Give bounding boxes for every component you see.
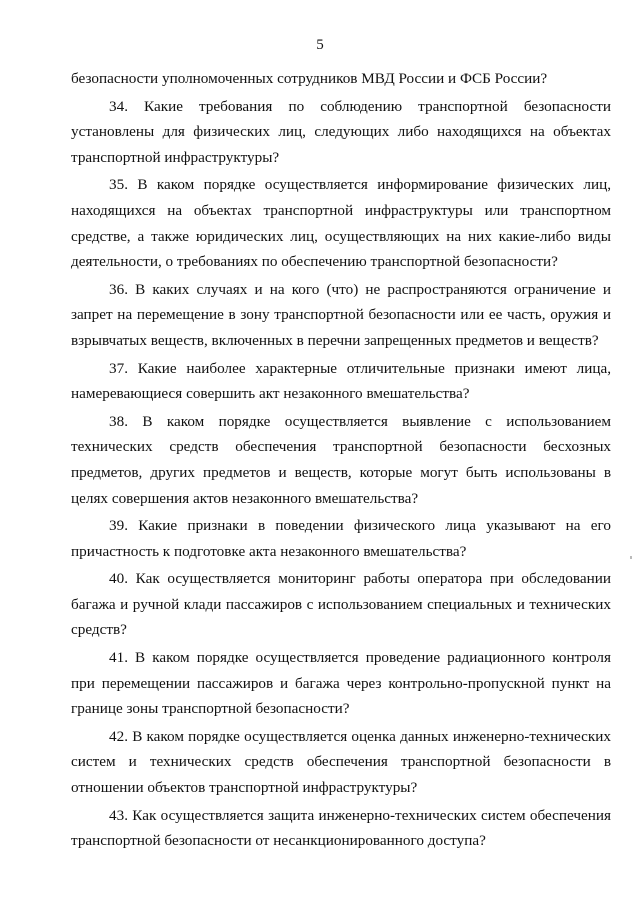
- question-35: 35. В каком порядке осуществляется информирование физических лиц, находящихся на объектах транспортной инфраструктуры или транспортном средстве, а также юридических лиц, осуществляющих на них какие-либо виды деятельности, о требованиях по обеспечению транспортной безопасности?: [71, 176, 611, 271]
- question-43: 43. Как осуществляется защита инженерно-технических систем обеспечения транспортной безопасности от несанкционированного доступа?: [71, 806, 611, 850]
- question-42: 42. В каком порядке осуществляется оценка данных инженерно-технических систем и технических средств обеспечения транспортной безопасности в отношении объектов транспортной инфраструктуры?: [71, 727, 611, 797]
- paragraph-continuation: безопасности уполномоченных сотрудников МВД России и ФСБ России?: [71, 70, 548, 87]
- question-39: 39. Какие признаки в поведении физического лица указывают на его причастность к подготовке акта незаконного вмешательства?: [71, 517, 611, 560]
- scan-speck: [630, 556, 632, 559]
- question-37: 37. Какие наиболее характерные отличительные признаки имеют лица, намеревающиеся совершить акт незаконного вмешательства?: [71, 359, 611, 403]
- page-number: 5: [316, 37, 324, 53]
- question-40: 40. Как осуществляется мониторинг работы оператора при обследовании багажа и ручной клади пассажиров с использованием специальных и технических средств?: [71, 570, 611, 639]
- question-41: 41. В каком порядке осуществляется проведение радиационного контроля при перемещении пассажиров и багажа через контрольно-пропускной пункт на границе зоны транспортной безопасности?: [71, 649, 611, 718]
- question-36: 36. В каких случаях и на кого (что) не распространяются ограничение и запрет на перемещение в зону транспортной безопасности или ее часть, оружия и взрывчатых веществ, включенных в перечни запрещенных предметов и веществ?: [71, 280, 611, 349]
- document-body: [71, 66, 611, 854]
- question-34: 34. Какие требования по соблюдению транспортной безопасности установлены для физических лиц, следующих либо находящихся на объектах транспортной инфраструктуры?: [71, 97, 611, 166]
- question-38: 38. В каком порядке осуществляется выявление с использованием технических средств обеспечения транспортной безопасности бесхозных предметов, других предметов и веществ, которые могут быть использованы в целях совершения актов незаконного вмешательства?: [71, 412, 611, 507]
